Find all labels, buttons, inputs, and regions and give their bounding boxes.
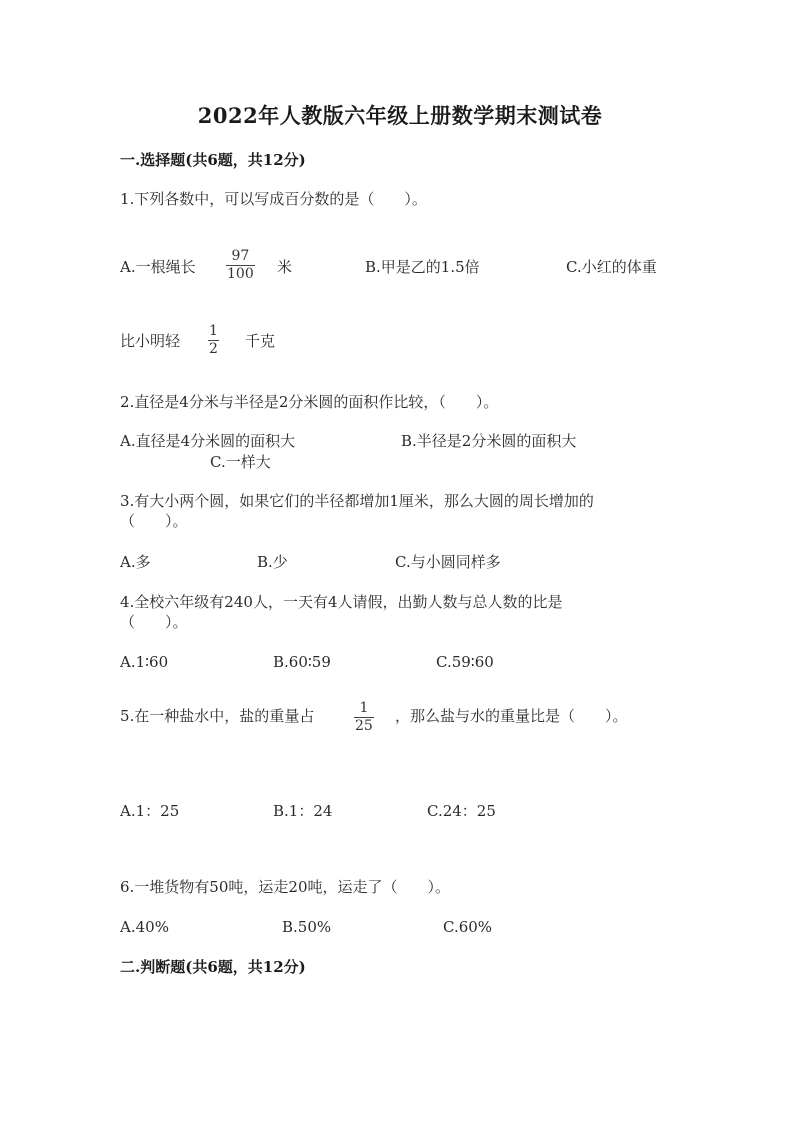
- question-1-option-a: [120, 257, 196, 277]
- question-6-option-c: C.60%: [443, 918, 493, 936]
- question-6-option-b: B.50%: [282, 918, 332, 936]
- question-3-option-a: A.多: [120, 553, 151, 571]
- page-title: 2022年人教版六年级上册数学期末测试卷: [197, 103, 603, 128]
- option-a-suffix: 米: [277, 258, 293, 276]
- fraction-1-25: [354, 701, 374, 734]
- question-1-stem: 1.下列各数中，可以写成百分数的是（ ）。: [120, 190, 427, 208]
- fraction-1-2: [208, 324, 219, 357]
- question-2-stem: 2.直径是4分米与半径是2分米圆的面积作比较，（ ）。: [120, 393, 499, 411]
- fraction-numerator: 97: [231, 248, 250, 264]
- question-4-stem-line-1: 4.全校六年级有240人，一天有4人请假，出勤人数与总人数的比是: [120, 593, 563, 611]
- question-3-option-b: B.少: [257, 553, 288, 571]
- fraction-97-100: [226, 249, 255, 282]
- question-4-option-a: A.1∶60: [120, 653, 169, 671]
- question-3-option-c: C.与小圆同样多: [395, 553, 501, 571]
- question-1-option-b: B.甲是乙的1.5倍: [365, 258, 480, 276]
- question-2-option-c: C.一样大: [210, 453, 271, 471]
- section-1-heading: 一.选择题(共6题，共12分): [120, 151, 306, 169]
- fraction-numerator: 1: [209, 323, 218, 339]
- fraction-denominator: 25: [355, 718, 373, 734]
- question-1-option-c-continued: 比小明轻: [120, 332, 181, 350]
- question-2-option-a: A.直径是4分米圆的面积大: [120, 432, 296, 450]
- question-6-stem: 6.一堆货物有50吨，运走20吨，运走了（ ）。: [120, 878, 450, 896]
- question-6-option-a: A.40%: [120, 918, 169, 936]
- question-5-stem-prefix: 5.在一种盐水中，盐的重量占: [120, 707, 315, 725]
- option-a-prefix: A.一根绳长: [120, 258, 196, 276]
- question-2-option-b: B.半径是2分米圆的面积大: [401, 432, 577, 450]
- question-4-option-c: C.59∶60: [436, 653, 494, 671]
- fraction-denominator: 100: [227, 266, 254, 282]
- question-3-stem-line-1: 3.有大小两个圆，如果它们的半径都增加1厘米，那么大圆的周长增加的: [120, 492, 594, 510]
- question-4-option-b: B.60∶59: [273, 653, 331, 671]
- question-5-option-c: C.24：25: [427, 802, 496, 820]
- question-3-stem-line-2: （ ）。: [120, 512, 188, 530]
- question-4-stem-line-2: （ ）。: [120, 613, 188, 631]
- fraction-numerator: 1: [359, 700, 369, 716]
- question-5-option-b: B.1：24: [273, 802, 333, 820]
- section-2-heading: 二.判断题(共6题，共12分): [120, 958, 306, 976]
- fraction-denominator: 2: [209, 341, 218, 357]
- question-1-option-c: C.小红的体重: [566, 258, 657, 276]
- option-c-suffix: 千克: [245, 332, 276, 350]
- question-5-option-a: A.1：25: [120, 802, 180, 820]
- question-5-stem-suffix: ，那么盐与水的重量比是（ ）。: [395, 707, 628, 725]
